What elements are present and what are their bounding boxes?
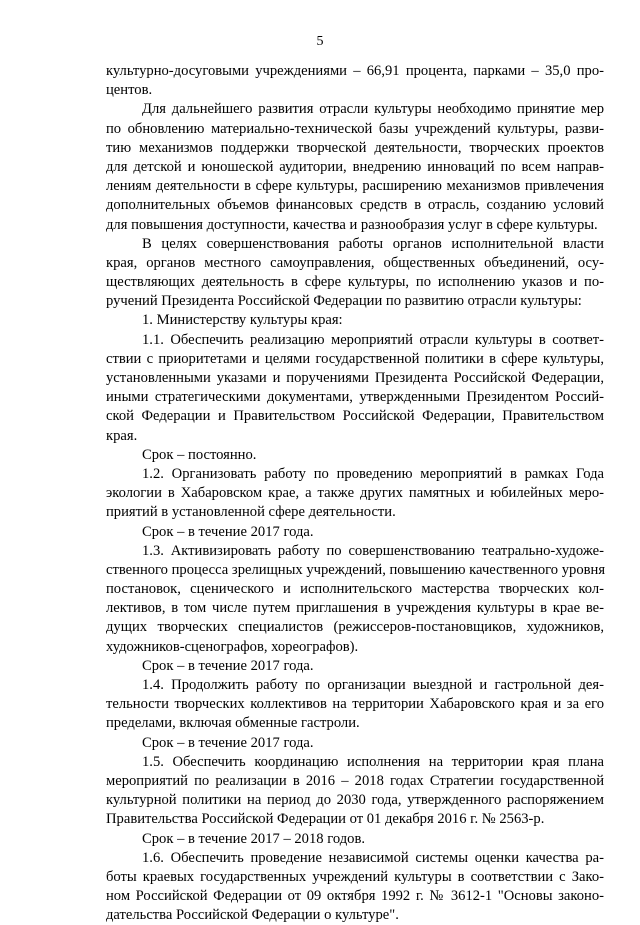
text-line: пределами, включая обменные гастроли. — [106, 715, 360, 732]
text-line: культурной политики на период до 2030 года, утвержденного распоряжением — [106, 792, 604, 809]
text-line: для повышения доступности, качества и разнообразия услуг в сфере культуры. — [106, 216, 598, 233]
text-line: Срок – в течение 2017 года. — [142, 523, 314, 540]
text-line: художников-сценографов, хореографов). — [106, 638, 359, 655]
text-line: боты краевых государственных учреждений культуры в соответствии с Зако- — [106, 868, 604, 885]
text-line: тельности творческих коллективов на территории Хабаровского края и за его — [106, 696, 604, 713]
text-line: ствии с приоритетами и целями государственной политики в сфере культуры, — [106, 350, 604, 367]
paragraph — [106, 849, 604, 925]
text-line: экологии в Хабаровском крае, а также других памятных и юбилейных меро- — [106, 485, 604, 502]
text-line: лениям деятельности в сфере культуры, расширению механизмов привлечения — [106, 178, 604, 195]
text-line: Срок – постоянно. — [142, 446, 257, 463]
text-line: дополнительных объемов финансовых средств в отрасль, созданию условий — [106, 197, 604, 214]
text-line: дательства Российской Федерации о культуре". — [106, 907, 399, 924]
text-line: 1.1. Обеспечить реализацию мероприятий отрасли культуры в соответ- — [142, 331, 604, 348]
text-line: В целях совершенствования работы органов исполнительной власти — [142, 235, 604, 252]
text-line: постановок, сценического и исполнительского мастерства творческих кол- — [106, 581, 604, 598]
text-line: 1.6. Обеспечить проведение независимой системы оценки качества ра- — [142, 849, 604, 866]
text-line: Срок – в течение 2017 – 2018 годов. — [142, 830, 365, 847]
paragraph — [106, 465, 604, 523]
text-line: ществляющих деятельность в сфере культуры, по исполнению указов и по- — [106, 274, 604, 291]
paragraph — [106, 676, 604, 734]
paragraph — [106, 311, 604, 330]
text-line: дущих творческих специалистов (режиссеров-постановщиков, художников, — [106, 619, 604, 636]
text-line: Срок – в течение 2017 года. — [142, 734, 314, 751]
text-line: центов. — [106, 82, 153, 99]
text-line: 1.5. Обеспечить координацию исполнения на территории края плана — [142, 753, 604, 770]
text-line: ской Федерации и Правительством Российской Федерации, Правительством — [106, 408, 604, 425]
paragraph — [106, 523, 604, 542]
text-line: культурно-досуговыми учреждениями – 66,91 процента, парками – 35,0 про- — [106, 63, 604, 79]
text-line: приятий в установленной сфере деятельности. — [106, 504, 396, 521]
text-line: лективов, в том числе путем приглашения в учреждения культуры в крае ве- — [106, 600, 604, 617]
text-line: ном Российской Федерации от 09 октября 1992 г. № 3612-1 "Основы законо- — [106, 888, 604, 905]
paragraph — [106, 830, 604, 849]
text-line: Срок – в течение 2017 года. — [142, 657, 314, 674]
paragraph — [106, 331, 604, 446]
text-line: края, органов местного самоуправления, общественных объединений, осу- — [106, 254, 604, 271]
text-line: ственного процесса зрелищных учреждений, повышению качественного уровня — [106, 561, 606, 578]
text-line: мероприятий по реализации в 2016 – 2018 годах Стратегии государственной — [106, 772, 604, 789]
paragraph — [106, 62, 604, 100]
text-line: тию механизмов поддержки творческой деятельности, творческих проектов — [106, 139, 604, 156]
text-line: установленными указами и поручениями Президента Российской Федерации, — [106, 370, 604, 386]
text-line: Для дальнейшего развития отрасли культуры необходимо принятие мер — [142, 101, 604, 118]
text-line: 1.3. Активизировать работу по совершенствованию театрально-художе- — [142, 542, 604, 559]
paragraph — [106, 100, 604, 234]
paragraph — [106, 657, 604, 676]
paragraph — [106, 235, 604, 312]
text-line: по обновлению материально-технической базы учреждений культуры, разви- — [106, 120, 604, 137]
text-line: 1. Министерству культуры края: — [142, 312, 343, 329]
text-line: для детской и юношеской аудитории, внедрению инноваций по всем направ- — [106, 158, 604, 175]
text-line: Правительства Российской Федерации от 01 декабря 2016 г. № 2563-р. — [106, 811, 545, 828]
paragraph — [106, 542, 604, 657]
paragraph — [106, 753, 604, 830]
text-line: края. — [106, 427, 138, 444]
paragraph — [106, 734, 604, 753]
text-line: иными стратегическими документами, утвержденными Президентом Россий- — [106, 389, 604, 406]
page-number: 5 — [316, 34, 324, 49]
text-line: ручений Президента Российской Федерации по развитию отрасли культуры: — [106, 293, 582, 310]
text-line: 1.4. Продолжить работу по организации выездной и гастрольной дея- — [142, 677, 604, 693]
paragraph — [106, 446, 604, 465]
document-body — [106, 62, 604, 925]
text-line: 1.2. Организовать работу по проведению мероприятий в рамках Года — [142, 465, 604, 482]
